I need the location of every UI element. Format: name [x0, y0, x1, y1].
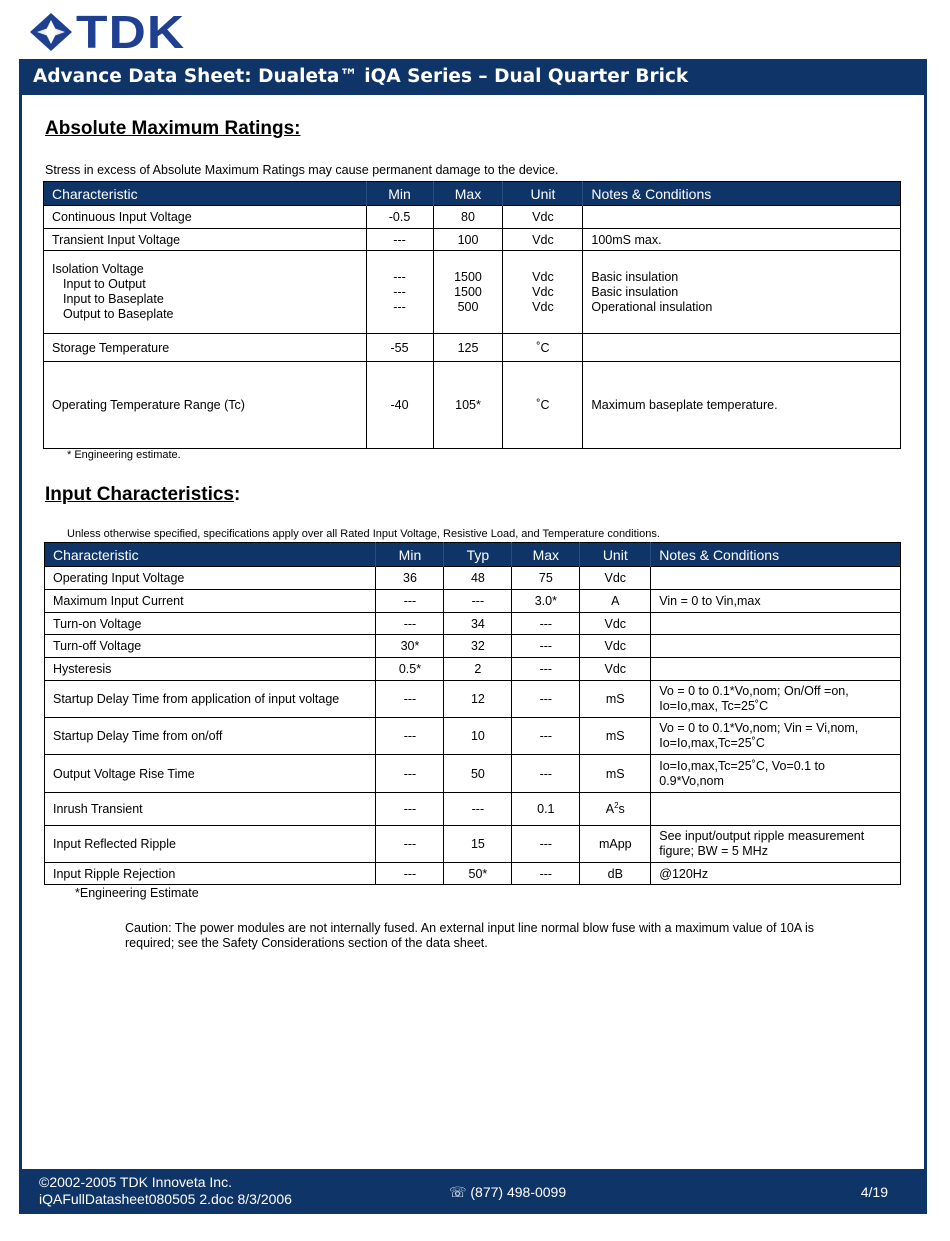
- cell-notes: Maximum baseplate temperature.: [583, 362, 901, 449]
- table-header-row: [44, 182, 901, 206]
- tdk-logo-icon: [30, 13, 72, 51]
- sub-label: Input to Output: [63, 277, 146, 291]
- sub-label: Input to Baseplate: [63, 292, 164, 306]
- table-row: [45, 613, 901, 635]
- col-unit: Unit: [503, 182, 583, 206]
- cell-char: [44, 251, 367, 334]
- cell-max: 75: [512, 567, 580, 590]
- cell-min: ---: [376, 613, 444, 635]
- cell-char: Operating Input Voltage: [45, 567, 376, 590]
- table-row: [45, 590, 901, 613]
- cell-notes: [651, 613, 901, 635]
- cell-typ: 10: [444, 718, 512, 755]
- unit-sup: 2: [614, 801, 619, 811]
- cell-max: ---: [512, 681, 580, 718]
- value: Vdc: [532, 269, 554, 284]
- col-max: Max: [512, 543, 580, 567]
- footer-left: [39, 1174, 292, 1208]
- cell-max: [433, 251, 503, 334]
- footer: [19, 1169, 927, 1214]
- table-row: [44, 206, 901, 229]
- cell-char: Continuous Input Voltage: [44, 206, 367, 229]
- unit-tail: s: [618, 802, 625, 817]
- value: ---: [393, 284, 406, 299]
- cell-min: 30*: [376, 635, 444, 658]
- cell-char: Maximum Input Current: [45, 590, 376, 613]
- cell-unit: mApp: [580, 826, 651, 863]
- cell-char: Transient Input Voltage: [44, 229, 367, 251]
- col-max: Max: [433, 182, 503, 206]
- cell-typ: 15: [444, 826, 512, 863]
- cell-unit: mS: [580, 681, 651, 718]
- cell-notes: Vo = 0 to 0.1*Vo,nom; On/Off =on, Io=Io,max, Tc=25˚C: [651, 681, 901, 718]
- table-header-row: [45, 543, 901, 567]
- cell-min: -0.5: [366, 206, 433, 229]
- table-row: [45, 863, 901, 885]
- col-min: Min: [366, 182, 433, 206]
- cell-notes: See input/output ripple measurement figure; BW = 5 MHz: [651, 826, 901, 863]
- col-unit: Unit: [580, 543, 651, 567]
- input-char-heading: Input Characteristics:: [45, 484, 241, 505]
- cell-max: 80: [433, 206, 503, 229]
- cell-max: 100: [433, 229, 503, 251]
- input-char-footnote: *Engineering Estimate: [75, 886, 199, 900]
- cell-notes: [651, 567, 901, 590]
- caution-note: Caution: The power modules are not internally fused. An external input line normal blow fuse with a maximum value of 10A is required; see the Safety Considerations section of the data sheet.: [125, 921, 815, 950]
- table-row: [44, 362, 901, 449]
- cell-unit: Vdc: [580, 635, 651, 658]
- cell-typ: 50: [444, 755, 512, 793]
- abs-max-table: [43, 181, 901, 449]
- value: ---: [393, 299, 406, 314]
- value: 500: [457, 299, 479, 314]
- cell-typ: ---: [444, 590, 512, 613]
- cell-notes: [583, 334, 901, 362]
- cell-unit: ˚C: [503, 362, 583, 449]
- cell-unit: Vdc: [580, 658, 651, 681]
- cell-unit: [503, 251, 583, 334]
- table-row: [44, 251, 901, 334]
- col-typ: Typ: [444, 543, 512, 567]
- col-notes: Notes & Conditions: [651, 543, 901, 567]
- cell-max: 125: [433, 334, 503, 362]
- cell-char: Inrush Transient: [45, 793, 376, 826]
- table-row: [45, 755, 901, 793]
- cell-notes: [651, 635, 901, 658]
- cell-max: ---: [512, 718, 580, 755]
- col-notes: Notes & Conditions: [583, 182, 901, 206]
- tdk-logo: [30, 6, 186, 58]
- cell-min: ---: [376, 718, 444, 755]
- phone-number: ☏ (877) 498-0099: [449, 1184, 567, 1200]
- cell-unit: Vdc: [580, 567, 651, 590]
- cell-notes: Io=Io,max,Tc=25˚C, Vo=0.1 to 0.9*Vo,nom: [651, 755, 901, 793]
- cell-min: 0.5*: [376, 658, 444, 681]
- cell-max: ---: [512, 826, 580, 863]
- col-characteristic: Characteristic: [44, 182, 367, 206]
- abs-max-intro: Stress in excess of Absolute Maximum Ratings may cause permanent damage to the device.: [45, 163, 559, 177]
- cell-min: ---: [376, 681, 444, 718]
- col-min: Min: [376, 543, 444, 567]
- table-row: [45, 635, 901, 658]
- cell-char: Input Ripple Rejection: [45, 863, 376, 885]
- input-char-table: [44, 542, 901, 885]
- cell-unit: [580, 793, 651, 826]
- col-characteristic: Characteristic: [45, 543, 376, 567]
- page-number: 4/19: [860, 1184, 888, 1200]
- cell-max: 3.0*: [512, 590, 580, 613]
- cell-max: 105*: [433, 362, 503, 449]
- cell-notes: [651, 793, 901, 826]
- table-row: [44, 334, 901, 362]
- cell-char: Turn-on Voltage: [45, 613, 376, 635]
- cell-notes: [583, 206, 901, 229]
- copyright: ©2002-2005 TDK Innoveta Inc.: [39, 1174, 232, 1190]
- abs-max-heading: Absolute Maximum Ratings:: [45, 118, 301, 139]
- cell-min: ---: [376, 863, 444, 885]
- cell-min: [366, 251, 433, 334]
- cell-char: Operating Temperature Range (Tc): [44, 362, 367, 449]
- cell-typ: 48: [444, 567, 512, 590]
- cell-max: ---: [512, 613, 580, 635]
- input-char-intro: Unless otherwise specified, specifications apply over all Rated Input Voltage, Resistive Load, and Temperature conditions.: [67, 528, 660, 540]
- cell-min: ---: [366, 229, 433, 251]
- abs-max-footnote: * Engineering estimate.: [67, 449, 181, 461]
- table-row: [45, 681, 901, 718]
- cell-max: ---: [512, 755, 580, 793]
- isolation-label: Isolation Voltage: [52, 262, 144, 276]
- table-row: [45, 567, 901, 590]
- cell-typ: 2: [444, 658, 512, 681]
- cell-char: Output Voltage Rise Time: [45, 755, 376, 793]
- cell-notes: [651, 658, 901, 681]
- cell-max: ---: [512, 658, 580, 681]
- cell-notes: 100mS max.: [583, 229, 901, 251]
- cell-notes: [583, 251, 901, 334]
- logo-wordmark: TDK: [76, 6, 186, 58]
- value: ---: [393, 269, 406, 284]
- cell-unit: mS: [580, 755, 651, 793]
- table-row: [45, 718, 901, 755]
- table-row: [45, 826, 901, 863]
- cell-min: -40: [366, 362, 433, 449]
- cell-char: Startup Delay Time from on/off: [45, 718, 376, 755]
- sub-label: Output to Baseplate: [63, 307, 174, 321]
- cell-notes: Vin = 0 to Vin,max: [651, 590, 901, 613]
- cell-unit: A: [580, 590, 651, 613]
- cell-min: ---: [376, 826, 444, 863]
- cell-min: ---: [376, 590, 444, 613]
- cell-typ: 34: [444, 613, 512, 635]
- cell-min: ---: [376, 793, 444, 826]
- unit-base: A: [605, 802, 615, 817]
- table-row: [45, 658, 901, 681]
- cell-notes: @120Hz: [651, 863, 901, 885]
- value: Basic insulation: [591, 269, 679, 284]
- cell-char: Hysteresis: [45, 658, 376, 681]
- cell-typ: 12: [444, 681, 512, 718]
- cell-min: -55: [366, 334, 433, 362]
- value: 1500: [454, 269, 482, 284]
- cell-char: Turn-off Voltage: [45, 635, 376, 658]
- value: Vdc: [532, 284, 554, 299]
- cell-unit: Vdc: [503, 229, 583, 251]
- cell-typ: 50*: [444, 863, 512, 885]
- cell-unit: Vdc: [503, 206, 583, 229]
- cell-typ: ---: [444, 793, 512, 826]
- value: 1500: [454, 284, 482, 299]
- table-row: [45, 793, 901, 826]
- cell-char: Input Reflected Ripple: [45, 826, 376, 863]
- doc-name: iQAFullDatasheet080505 2.doc 8/3/2006: [39, 1191, 292, 1207]
- page-title: Advance Data Sheet: Dualeta™ iQA Series – Dual Quarter Brick: [19, 59, 927, 95]
- value: Operational insulation: [591, 299, 713, 314]
- cell-typ: 32: [444, 635, 512, 658]
- cell-max: 0.1: [512, 793, 580, 826]
- table-row: [44, 229, 901, 251]
- cell-char: Startup Delay Time from application of input voltage: [45, 681, 376, 718]
- cell-max: ---: [512, 863, 580, 885]
- cell-notes: Vo = 0 to 0.1*Vo,nom; Vin = Vi,nom, Io=Io,max,Tc=25˚C: [651, 718, 901, 755]
- cell-min: 36: [376, 567, 444, 590]
- cell-unit: dB: [580, 863, 651, 885]
- cell-unit: mS: [580, 718, 651, 755]
- cell-char: Storage Temperature: [44, 334, 367, 362]
- value: Vdc: [532, 299, 554, 314]
- cell-max: ---: [512, 635, 580, 658]
- cell-unit: ˚C: [503, 334, 583, 362]
- value: Basic insulation: [591, 284, 679, 299]
- cell-unit: Vdc: [580, 613, 651, 635]
- cell-min: ---: [376, 755, 444, 793]
